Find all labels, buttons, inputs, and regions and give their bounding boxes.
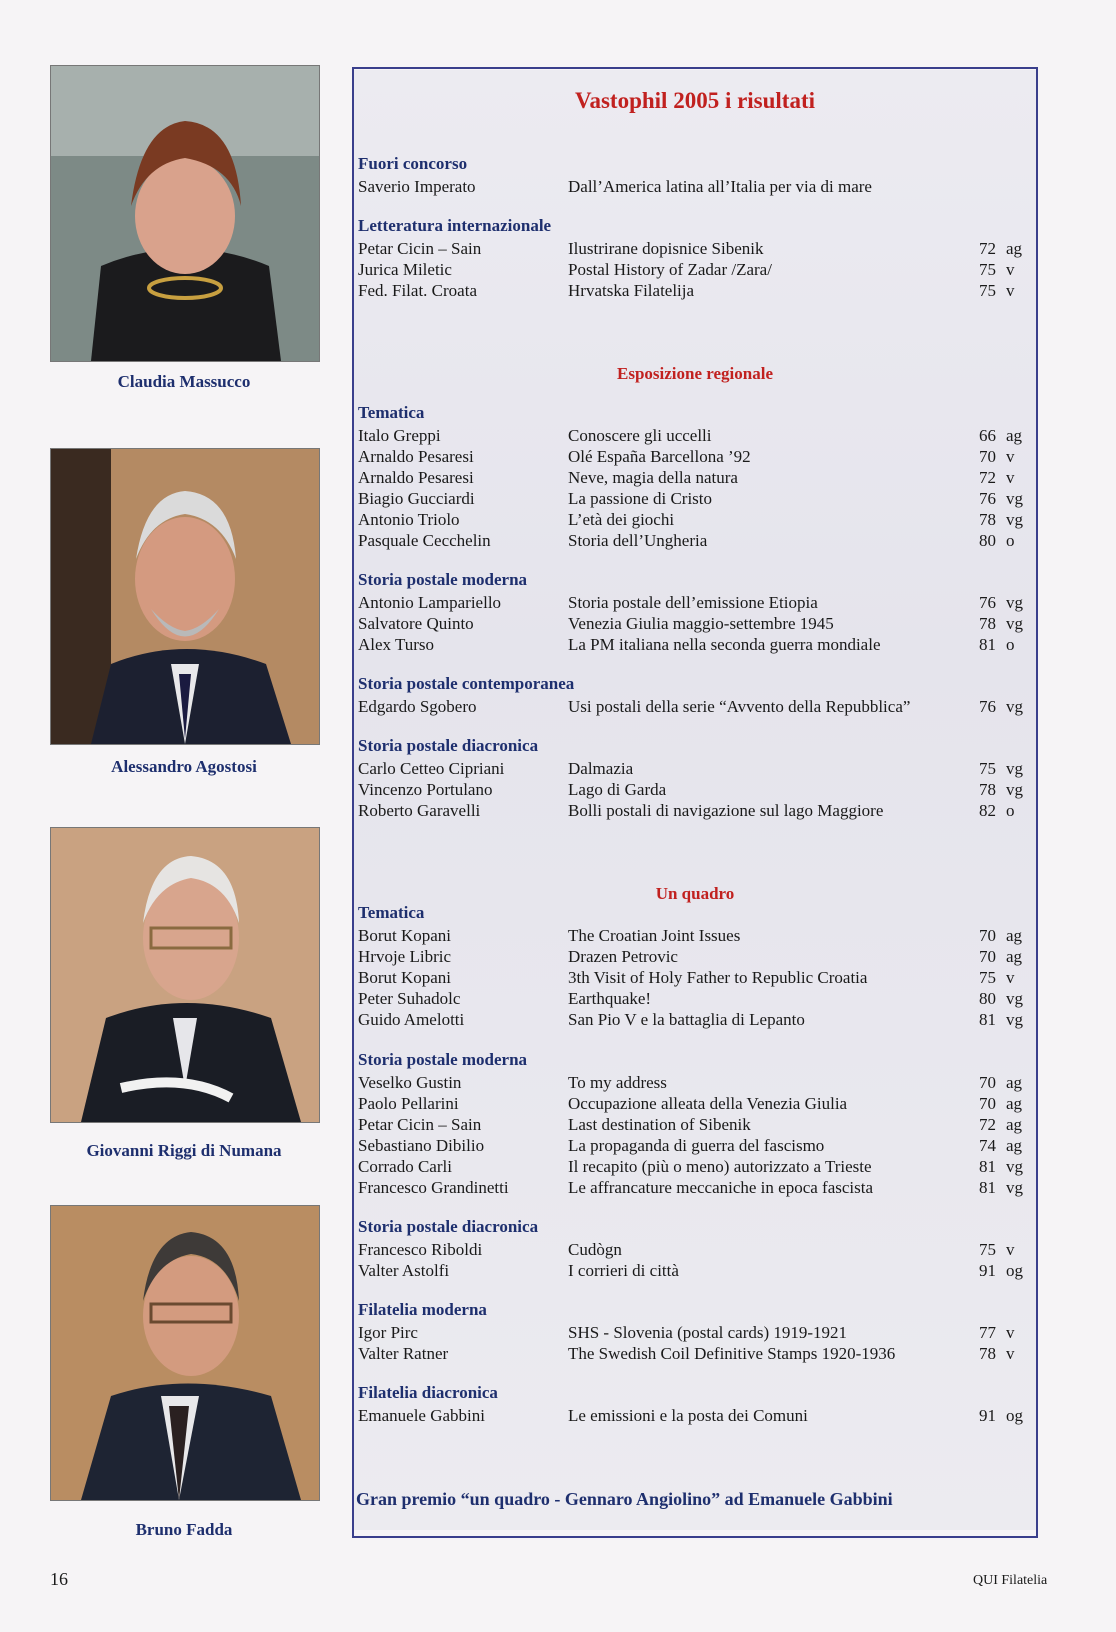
score: 76 [979, 697, 996, 716]
result-row [356, 1009, 1030, 1030]
medal: v [1006, 260, 1015, 279]
exhibit-title: Cudògn [568, 1240, 622, 1259]
exhibit-title: Il recapito (più o meno) autorizzato a Trieste [568, 1157, 872, 1176]
score: 78 [979, 614, 996, 633]
exhibit-title: 3th Visit of Holy Father to Republic Croatia [568, 968, 868, 987]
exhibitor-name: Emanuele Gabbini [358, 1406, 485, 1425]
result-row [356, 467, 1030, 488]
result-row [356, 946, 1030, 967]
score: 81 [979, 1157, 996, 1176]
score: 70 [979, 447, 996, 466]
exhibit-title: Neve, magia della natura [568, 468, 738, 487]
category-heading: Filatelia moderna [358, 1300, 487, 1319]
medal: vg [1006, 1157, 1023, 1176]
medal: ag [1006, 1073, 1023, 1092]
score: 82 [979, 801, 996, 820]
medal: vg [1006, 989, 1023, 1008]
exhibitor-name: Italo Greppi [358, 426, 441, 445]
exhibitor-name: Alex Turso [358, 635, 435, 654]
result-row [356, 800, 1030, 821]
exhibitor-name: Guido Amelotti [358, 1010, 465, 1029]
exhibitor-name: Valter Ratner [358, 1344, 449, 1363]
result-row [356, 1343, 1030, 1364]
score: 81 [979, 635, 996, 654]
medal: ag [1006, 1094, 1023, 1113]
result-row [356, 446, 1030, 467]
exhibitor-name: Saverio Imperato [358, 177, 476, 196]
exhibitor-name: Valter Astolfi [358, 1261, 450, 1280]
score: 78 [979, 1344, 996, 1363]
exhibitor-name: Antonio Triolo [358, 510, 460, 529]
exhibitor-name: Veselko Gustin [358, 1073, 462, 1092]
medal: vg [1006, 697, 1023, 716]
category-heading: Fuori concorso [358, 154, 468, 173]
result-row [356, 1093, 1030, 1114]
medal: o [1006, 801, 1015, 820]
category-heading: Tematica [358, 903, 425, 922]
score: 75 [979, 968, 996, 987]
section-heading: Un quadro [655, 884, 735, 903]
result-row [356, 488, 1030, 509]
exhibitor-name: Francesco Riboldi [358, 1240, 483, 1259]
exhibit-title: Ilustrirane dopisnice Sibenik [568, 239, 764, 258]
category-heading: Tematica [358, 403, 425, 422]
medal: ag [1006, 239, 1023, 258]
medal: vg [1006, 780, 1023, 799]
exhibitor-name: Salvatore Quinto [358, 614, 474, 633]
score: 74 [979, 1136, 996, 1155]
exhibit-title: The Swedish Coil Definitive Stamps 1920-1936 [568, 1344, 896, 1363]
result-row [356, 1156, 1030, 1177]
result-row [356, 1260, 1030, 1281]
score: 75 [979, 759, 996, 778]
exhibitor-name: Fed. Filat. Croata [358, 281, 477, 300]
exhibit-title: Venezia Giulia maggio-settembre 1945 [568, 614, 834, 633]
category-heading: Storia postale moderna [358, 1050, 528, 1069]
score: 75 [979, 281, 996, 300]
score: 72 [979, 468, 996, 487]
exhibit-title: Usi postali della serie “Avvento della Repubblica” [568, 697, 911, 716]
score: 81 [979, 1010, 996, 1029]
score: 91 [979, 1406, 996, 1425]
exhibit-title: Bolli postali di navigazione sul lago Maggiore [568, 801, 884, 820]
medal: vg [1006, 489, 1023, 508]
exhibitor-name: Sebastiano Dibilio [358, 1136, 485, 1155]
result-row [356, 1322, 1030, 1343]
exhibit-title: I corrieri di città [568, 1261, 679, 1280]
result-row [356, 1114, 1030, 1135]
result-row [356, 238, 1030, 259]
exhibit-title: Le emissioni e la posta dei Comuni [568, 1406, 808, 1425]
medal: ag [1006, 947, 1023, 966]
medal: ag [1006, 1115, 1023, 1134]
exhibitor-name: Petar Cicin – Sain [358, 1115, 482, 1134]
exhibitor-name: Pasquale Cecchelin [358, 531, 491, 550]
exhibitor-name: Roberto Garavelli [358, 801, 481, 820]
exhibitor-name: Antonio Lampariello [358, 593, 502, 612]
exhibit-title: Storia dell’Ungheria [568, 531, 708, 550]
medal: ag [1006, 1136, 1023, 1155]
section-heading: Esposizione regionale [617, 364, 773, 383]
result-row [356, 530, 1030, 551]
exhibit-title: L’età dei giochi [568, 510, 675, 529]
exhibitor-name: Edgardo Sgobero [358, 697, 477, 716]
medal: ag [1006, 426, 1023, 445]
exhibit-title: Drazen Petrovic [568, 947, 678, 966]
category-heading: Storia postale moderna [358, 570, 528, 589]
category-heading: Letteratura internazionale [358, 216, 552, 235]
result-row [356, 509, 1030, 530]
medal: og [1006, 1406, 1023, 1425]
page-number: 16 [50, 1569, 68, 1589]
portrait-photo [50, 448, 320, 745]
exhibit-title: La passione di Cristo [568, 489, 713, 508]
photo-caption: Bruno Fadda [135, 1520, 233, 1539]
exhibit-title: Le affrancature meccaniche in epoca fascista [568, 1178, 874, 1197]
portrait-photo [50, 827, 320, 1123]
exhibit-title: To my address [568, 1073, 667, 1092]
exhibitor-name: Borut Kopani [358, 926, 452, 945]
exhibitor-name: Arnaldo Pesaresi [358, 447, 474, 466]
photo-caption: Giovanni Riggi di Numana [86, 1141, 282, 1160]
exhibitor-name: Francesco Grandinetti [358, 1178, 509, 1197]
result-row [356, 425, 1030, 446]
grand-prize: Gran premio “un quadro - Gennaro Angiolino” ad Emanuele Gabbini [356, 1489, 893, 1509]
score: 81 [979, 1178, 996, 1197]
exhibitor-name: Corrado Carli [358, 1157, 452, 1176]
medal: vg [1006, 614, 1023, 633]
category-heading: Storia postale diacronica [358, 1217, 539, 1236]
score: 70 [979, 926, 996, 945]
photo-caption: Alessandro Agostosi [111, 757, 257, 776]
portrait-photo [50, 1205, 320, 1501]
medal: vg [1006, 1010, 1023, 1029]
result-row [356, 925, 1030, 946]
score: 70 [979, 1073, 996, 1092]
exhibit-title: Postal History of Zadar /Zara/ [568, 260, 772, 279]
photo-caption: Claudia Massucco [117, 372, 251, 391]
exhibitor-name: Paolo Pellarini [358, 1094, 459, 1113]
exhibit-title: Earthquake! [568, 989, 652, 1008]
exhibit-title: La propaganda di guerra del fascismo [568, 1136, 825, 1155]
exhibit-title: La PM italiana nella seconda guerra mondiale [568, 635, 881, 654]
result-row [356, 1239, 1030, 1260]
magazine-name: QUI Filatelia [973, 1573, 1048, 1588]
result-row [356, 634, 1030, 655]
exhibit-title: Dall’America latina all’Italia per via di mare [568, 177, 872, 196]
medal: vg [1006, 593, 1023, 612]
exhibit-title: Hrvatska Filatelija [568, 281, 695, 300]
score: 75 [979, 1240, 996, 1259]
exhibit-title: San Pio V e la battaglia di Lepanto [568, 1010, 805, 1029]
score: 72 [979, 1115, 996, 1134]
exhibitor-name: Borut Kopani [358, 968, 452, 987]
score: 72 [979, 239, 996, 258]
medal: v [1006, 468, 1015, 487]
exhibitor-name: Vincenzo Portulano [358, 780, 493, 799]
medal: v [1006, 1323, 1015, 1342]
score: 70 [979, 1094, 996, 1113]
score: 80 [979, 531, 996, 550]
exhibitor-name: Peter Suhadolc [358, 989, 461, 1008]
result-row [356, 1177, 1030, 1198]
exhibit-title: Occupazione alleata della Venezia Giulia [568, 1094, 848, 1113]
medal: v [1006, 1344, 1015, 1363]
score: 78 [979, 780, 996, 799]
result-row [356, 1405, 1030, 1426]
exhibit-title: Storia postale dell’emissione Etiopia [568, 593, 818, 612]
result-row [356, 758, 1030, 779]
medal: vg [1006, 510, 1023, 529]
exhibitor-name: Hrvoje Libric [358, 947, 451, 966]
medal: o [1006, 531, 1015, 550]
exhibitor-name: Igor Pirc [358, 1323, 418, 1342]
category-heading: Filatelia diacronica [358, 1383, 498, 1402]
exhibitor-name: Arnaldo Pesaresi [358, 468, 474, 487]
score: 80 [979, 989, 996, 1008]
exhibitor-name: Biagio Gucciardi [358, 489, 475, 508]
score: 77 [979, 1323, 996, 1342]
exhibit-title: SHS - Slovenia (postal cards) 1919-1921 [568, 1323, 848, 1342]
result-row [356, 1072, 1030, 1093]
result-row [356, 696, 1030, 717]
score: 76 [979, 489, 996, 508]
exhibitor-name: Petar Cicin – Sain [358, 239, 482, 258]
results-title: Vastophil 2005 i risultati [574, 88, 816, 113]
exhibit-title: Dalmazia [568, 759, 634, 778]
result-row [356, 779, 1030, 800]
score: 75 [979, 260, 996, 279]
result-row [356, 280, 1030, 301]
medal: v [1006, 447, 1015, 466]
result-row [356, 1135, 1030, 1156]
medal: v [1006, 281, 1015, 300]
exhibitor-name: Carlo Cetteo Cipriani [358, 759, 505, 778]
portrait-photo [50, 65, 320, 362]
exhibit-title: Olé España Barcellona ’92 [568, 447, 751, 466]
result-row [356, 988, 1030, 1009]
medal: vg [1006, 759, 1023, 778]
exhibit-title: Last destination of Sibenik [568, 1115, 751, 1134]
medal: ag [1006, 926, 1023, 945]
category-heading: Storia postale contemporanea [358, 674, 575, 693]
medal: v [1006, 1240, 1015, 1259]
result-row [356, 967, 1030, 988]
category-heading: Storia postale diacronica [358, 736, 539, 755]
result-row [356, 613, 1030, 634]
exhibit-title: Lago di Garda [568, 780, 667, 799]
result-row [356, 176, 1030, 197]
score: 91 [979, 1261, 996, 1280]
score: 76 [979, 593, 996, 612]
score: 70 [979, 947, 996, 966]
score: 66 [979, 426, 996, 445]
medal: v [1006, 968, 1015, 987]
result-row [356, 259, 1030, 280]
result-row [356, 592, 1030, 613]
exhibit-title: Conoscere gli uccelli [568, 426, 712, 445]
medal: o [1006, 635, 1015, 654]
exhibitor-name: Jurica Miletic [358, 260, 452, 279]
medal: og [1006, 1261, 1023, 1280]
score: 78 [979, 510, 996, 529]
medal: vg [1006, 1178, 1023, 1197]
exhibit-title: The Croatian Joint Issues [568, 926, 741, 945]
